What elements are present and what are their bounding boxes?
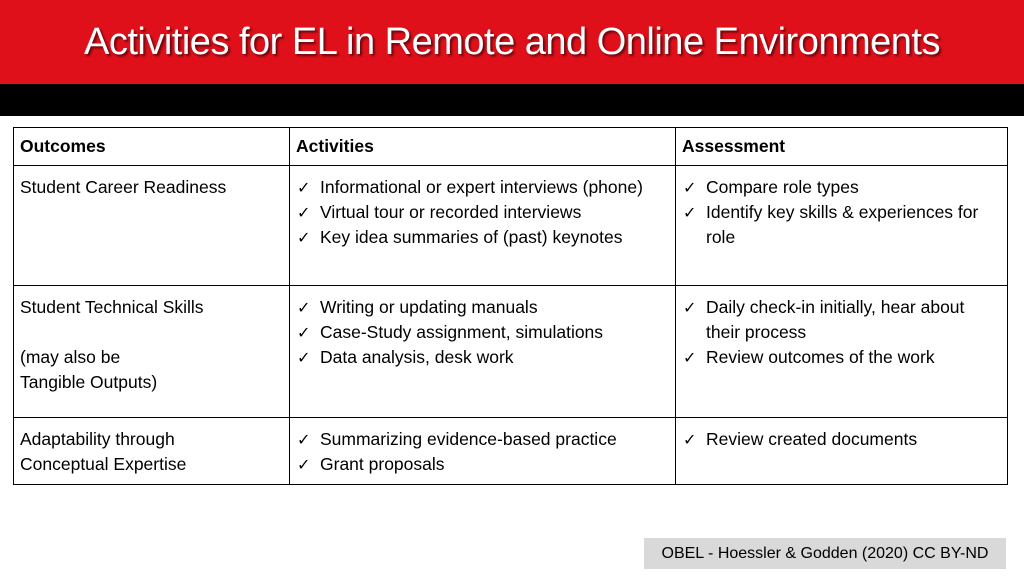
list-item: ✓ Compare role types	[706, 175, 1001, 200]
activities-cell	[290, 286, 676, 418]
list-item: ✓ Review created documents	[706, 427, 1001, 452]
list-item: ✓ Identify key skills & experiences for role	[706, 200, 1001, 250]
list-item: ✓ Case-Study assignment, simulations	[320, 320, 669, 345]
slide-title: Activities for EL in Remote and Online Environments	[84, 20, 940, 63]
outcome-text: Conceptual Expertise	[20, 454, 187, 474]
outcome-text: Adaptability through	[20, 429, 175, 449]
list-item: ✓ Virtual tour or recorded interviews	[320, 200, 669, 225]
table-row	[14, 166, 1008, 286]
assessment-cell	[676, 418, 1008, 485]
table-row	[14, 418, 1008, 485]
outcome-cell	[14, 166, 290, 286]
table-row	[14, 286, 1008, 418]
list-item: ✓ Writing or updating manuals	[320, 295, 669, 320]
spacer	[20, 320, 283, 345]
list-item: ✓ Key idea summaries of (past) keynotes	[320, 225, 669, 250]
header-outcomes: Outcomes	[14, 128, 290, 166]
list-item: ✓ Informational or expert interviews (phone)	[320, 175, 669, 200]
outcome-cell	[14, 286, 290, 418]
activities-cell	[290, 166, 676, 286]
outcome-text: Student Technical Skills	[20, 297, 204, 317]
activities-cell	[290, 418, 676, 485]
table-header-row	[14, 128, 1008, 166]
list-item: ✓ Grant proposals	[320, 452, 669, 477]
list-item: ✓ Data analysis, desk work	[320, 345, 669, 370]
header-assessment: Assessment	[676, 128, 1008, 166]
list-item: ✓ Daily check-in initially, hear about their process	[706, 295, 1001, 345]
activities-table	[13, 127, 1008, 485]
citation-footer: OBEL - Hoessler & Godden (2020) CC BY-ND	[644, 538, 1006, 569]
list-item: ✓ Summarizing evidence-based practice	[320, 427, 669, 452]
outcome-note: Tangible Outputs)	[20, 372, 158, 392]
black-band	[0, 84, 1024, 116]
assessment-cell	[676, 166, 1008, 286]
assessment-cell	[676, 286, 1008, 418]
list-item: ✓ Review outcomes of the work	[706, 345, 1001, 370]
header-activities: Activities	[290, 128, 676, 166]
outcome-text: Student Career Readiness	[20, 177, 227, 197]
outcome-cell	[14, 418, 290, 485]
outcome-note: (may also be	[20, 347, 121, 367]
